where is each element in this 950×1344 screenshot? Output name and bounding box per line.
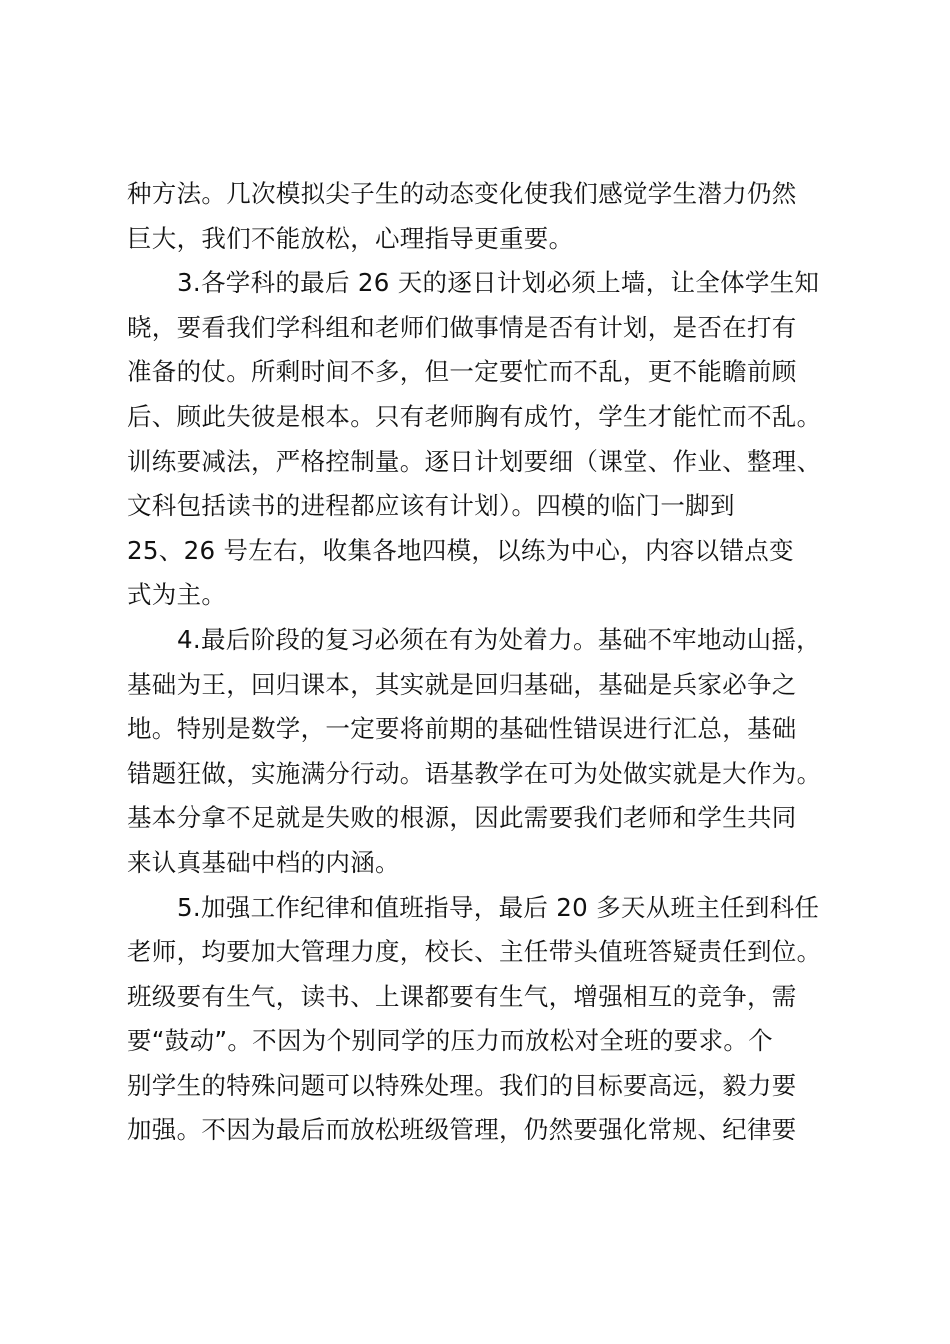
- text-line: 错题狂做，实施满分行动。语基教学在可为处做实就是大作为。: [127, 758, 822, 788]
- text-line: 别学生的特殊问题可以特殊处理。我们的目标要高远，毅力要: [127, 1070, 797, 1100]
- text-line: 式为主。: [127, 580, 227, 610]
- text-line: 要“鼓动”。不因为个别同学的压力而放松对全班的要求。个: [127, 1026, 773, 1056]
- text-line: 老师，均要加大管理力度，校长、主任带头值班答疑责任到位。: [127, 937, 822, 967]
- text-line: 地。特别是数学，一定要将前期的基础性错误进行汇总，基础: [127, 714, 797, 744]
- text-line: 25、26 号左右，收集各地四模，以练为中心，内容以错点变: [127, 535, 794, 565]
- text-line: 训练要减法，严格控制量。逐日计划要细（课堂、作业、整理、: [127, 446, 822, 476]
- paragraph-4-start: 4.最后阶段的复习必须在有为处着力。基础不牢地动山摇，: [177, 624, 821, 654]
- document-body: [127, 172, 847, 1153]
- text-line: 来认真基础中档的内涵。: [127, 847, 400, 877]
- text-line: 巨大，我们不能放松，心理指导更重要。: [127, 223, 574, 253]
- paragraph-3-start: 3.各学科的最后 26 天的逐日计划必须上墙，让全体学生知: [177, 268, 820, 298]
- text-line: 班级要有生气，读书、上课都要有生气，增强相互的竞争，需: [127, 981, 797, 1011]
- text-line: 种方法。几次模拟尖子生的动态变化使我们感觉学生潜力仍然: [127, 179, 797, 208]
- text-line: 准备的仗。所剩时间不多，但一定要忙而不乱，更不能瞻前顾: [127, 357, 797, 387]
- text-line: 加强。不因为最后而放松班级管理，仍然要强化常规、纪律要: [127, 1115, 797, 1145]
- text-line: 文科包括读书的进程都应该有计划）。四模的临门一脚到: [127, 491, 735, 521]
- text-line: 晓，要看我们学科组和老师们做事情是否有计划，是否在打有: [127, 312, 797, 342]
- text-line: 后、顾此失彼是根本。只有老师胸有成竹，学生才能忙而不乱。: [127, 401, 822, 431]
- paragraph-5-start: 5.加强工作纪律和值班指导，最后 20 多天从班主任到科任: [177, 892, 820, 922]
- text-line: 基础为王，回归课本，其实就是回归基础，基础是兵家必争之: [127, 669, 797, 699]
- text-line: 基本分拿不足就是失败的根源，因此需要我们老师和学生共同: [127, 803, 797, 833]
